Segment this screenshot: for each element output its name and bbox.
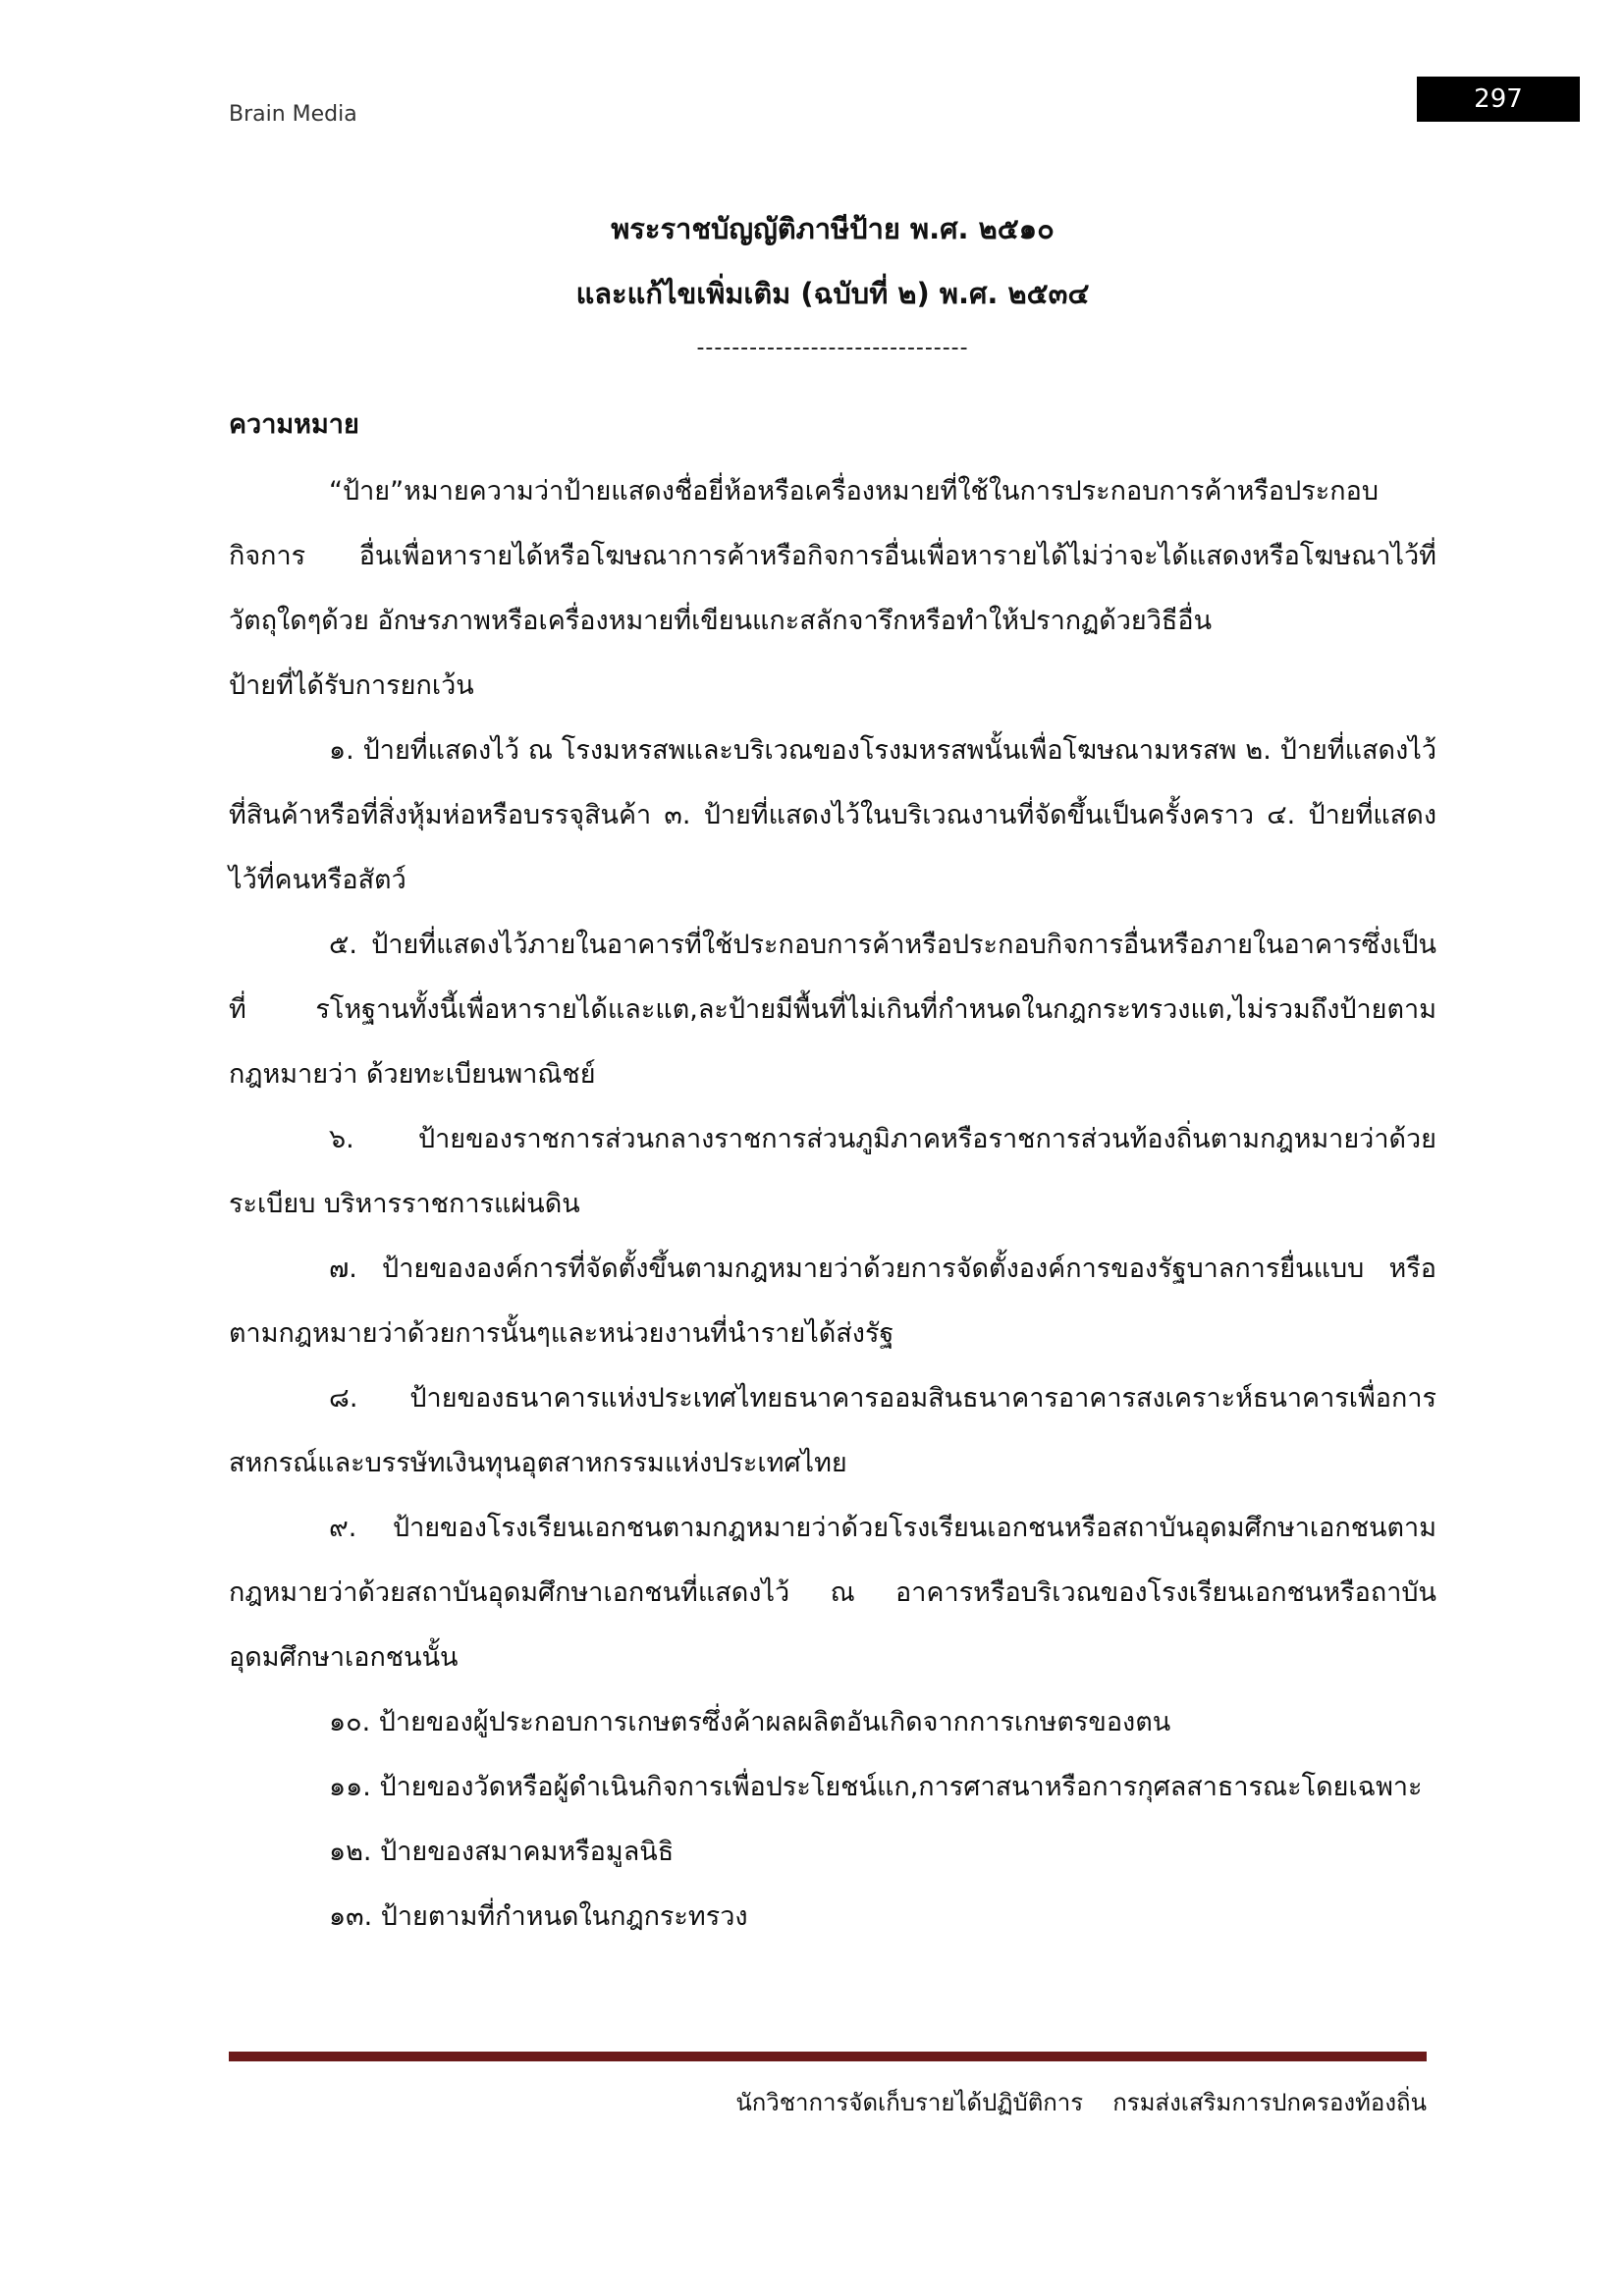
document-title: พระราชบัญญัติภาษีป้าย พ.ศ. ๒๕๑๐ xyxy=(611,212,1055,245)
exempt-item-7: ๗. ป้ายขององค์การที่จัดตั้งขึ้นตามกฎหมายว่าด้วยการจัดตั้งองค์การของรัฐบาลการยื่นแบบ หรือตามกฎหมายว่าด้วยการนั้นๆและหน่วยงานที่นำรายได้ส่งรัฐ xyxy=(229,1254,1436,1349)
page-number-badge: 297 xyxy=(1417,77,1580,122)
footer-department: กรมส่งเสริมการปกครองท้องถิ่น xyxy=(1112,2089,1427,2116)
footer-position: นักวิชาการจัดเก็บรายได้ปฏิบัติการ xyxy=(735,2089,1084,2116)
exempt-item-11: ๑๑. ป้ายของวัดหรือผู้ดำเนินกิจการเพื่อประโยชน์แก,การศาสนาหรือการกุศลสาธารณะโดยเฉพาะ xyxy=(329,1772,1423,1802)
exempt-item-8: ๘. ป้ายของธนาคารแห่งประเทศไทยธนาคารออมสินธนาคารอาคารสงเคราะห์ธนาคารเพื่อการสหกรณ์และบรรษัทเงินทุนอุตสาหกรรมแห่งประเทศไทย xyxy=(229,1383,1436,1478)
section-heading: ความหมาย xyxy=(229,409,359,440)
exempt-item-13: ๑๓. ป้ายตามที่กำหนดในกฎกระทรวง xyxy=(329,1901,748,1932)
exempt-heading: ป้ายที่ได้รับการยกเว้น xyxy=(229,670,474,701)
exempt-item-5: ๕. ป้ายที่แสดงไว้ภายในอาคารที่ใช้ประกอบการค้าหรือประกอบกิจการอื่นหรือภายในอาคารซึ่งเป็นที่ รโหฐานทั้งนี้เพื่อหารายได้และแต,ละป้ายมีพื้นที่ไม่เกินที่กำหนดในกฎกระทรวงแต,ไม่รวมถึงป้ายตามกฎหมายว่า ด้วยทะเบียนพาณิชย์ xyxy=(229,930,1436,1090)
exempt-item-12: ๑๒. ป้ายของสมาคมหรือมูลนิธิ xyxy=(329,1837,675,1867)
footer xyxy=(735,2083,1427,2121)
definition-paragraph: “ป้าย”หมายความว่าป้ายแสดงชื่อยี่ห้อหรือเครื่องหมายที่ใช้ในการประกอบการค้าหรือประกอบกิจการ อื่นเพื่อหารายได้หรือโฆษณาการค้าหรือกิจการอื่นเพื่อหารายได้ไม่ว่าจะได้แสดงหรือโฆษณาไว้ที่วัตถุใดๆด้วย อักษรภาพหรือเครื่องหมายที่เขียนแกะสลักจารึกหรือทำให้ปรากฏด้วยวิธีอื่น xyxy=(229,476,1436,636)
footer-divider xyxy=(229,2052,1427,2061)
exempt-item-9: ๙. ป้ายของโรงเรียนเอกชนตามกฎหมายว่าด้วยโรงเรียนเอกชนหรือสถาบันอุดมศึกษาเอกชนตามกฎหมายว่าด้วยสถาบันอุดมศึกษาเอกชนที่แสดงไว้ ณ อาคารหรือบริเวณของโรงเรียนเอกชนหรือถาบันอุดมศึกษาเอกชนนั้น xyxy=(229,1513,1436,1673)
exempt-item-10: ๑๐. ป้ายของผู้ประกอบการเกษตรซึ่งค้าผลผลิตอันเกิดจากการเกษตรของตน xyxy=(329,1707,1171,1737)
exempt-item-1-4: ๑. ป้ายที่แสดงไว้ ณ โรงมหรสพและบริเวณของโรงมหรสพนั้นเพื่อโฆษณามหรสพ ๒. ป้ายที่แสดงไว้ที่สินค้าหรือที่สิ่งหุ้มห่อหรือบรรจุสินค้า ๓. ป้ายที่แสดงไว้ในบริเวณงานที่จัดขึ้นเป็นครั้งคราว ๔. ป้ายที่แสดงไว้ที่คนหรือสัตว์ xyxy=(229,735,1436,895)
header-publisher: Brain Media xyxy=(229,102,357,127)
title-separator: ------------------------------- xyxy=(696,336,969,360)
document-body xyxy=(229,459,1436,1949)
exempt-item-6: ๖. ป้ายของราชการส่วนกลางราชการส่วนภูมิภาคหรือราชการส่วนท้องถิ่นตามกฎหมายว่าด้วยระเบียบ บริหารราชการแผ่นดิน xyxy=(229,1124,1436,1219)
document-subtitle: และแก้ไขเพิ่มเติม (ฉบับที่ ๒) พ.ศ. ๒๕๓๔ xyxy=(575,277,1090,310)
